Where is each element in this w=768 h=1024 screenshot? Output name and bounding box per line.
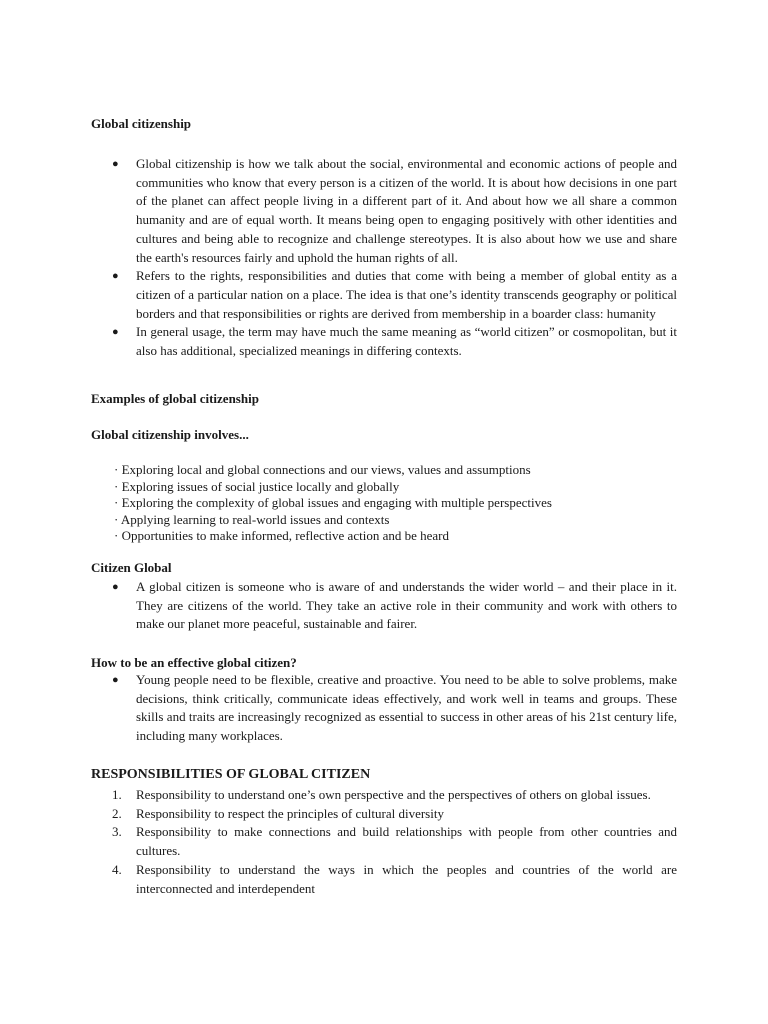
list-item: ● A global citizen is someone who is aware of and understands the wider world – and their place in it. They are citizens of the world. They take an active role in their community and work with others to make our planet more peaceful, sustainable and fairer. [112,579,677,632]
list-item: ● Refers to the rights, responsibilities and duties that come with being a member of global entity as a citizen of a particular nation on a place. The idea is that one’s identity transcends geography or political borders and that responsibilities or rights are derived from membership in a boarder class: humanity [112,268,677,321]
effective-citizen-bullets [112,671,677,746]
bullet-icon: ● [112,326,119,339]
list-number: 3. [112,824,122,840]
list-item: ● Global citizenship is how we talk about the social, environmental and economic actions of people and communities who know that every person is a citizen of the world. It is about how decisions in one part of the planet can affect people living in a different part of it. And about how we all share a common humanity and are of equal worth. It means being open to engaging positively with other identities and cultures and being able to recognize and challenge stereotypes. It is also about how we use and share the earth's resources fairly and uphold the human rights of all. [112,156,677,265]
heading-responsibilities: RESPONSIBILITIES OF GLOBAL CITIZEN [91,767,371,782]
list-item: 4. Responsibility to understand the ways in which the peoples and countries of the world are interconnected and interdependent [112,861,677,896]
heading-citizen-global: Citizen Global [91,560,172,575]
bullet-icon: ● [112,270,119,283]
citizen-global-bullets [112,578,677,634]
bullet-icon: ● [112,158,119,170]
list-item: · Exploring local and global connections and our views, values and assumptions [114,462,531,477]
list-number: 2. [112,805,122,821]
list-number: 1. [112,787,122,802]
list-item: ● In general usage, the term may have much the same meaning as “world citizen” or cosmopolitan, but it also has additional, specialized meanings in differing contexts. [112,324,677,359]
involves-list [114,462,552,545]
heading-involves: Global citizenship involves... [91,427,249,442]
heading-effective-citizen: How to be an effective global citizen? [91,655,297,670]
list-item: · Exploring the complexity of global issues and engaging with multiple perspectives [114,495,552,511]
list-item: 3. Responsibility to make connections and build relationships with people from other countries and cultures. [112,824,677,859]
heading-examples: Examples of global citizenship [91,391,259,406]
list-item: ● Young people need to be flexible, creative and proactive. You need to be able to solve problems, make decisions, think critically, communicate ideas effectively, and work well in teams and groups. These skills and traits are increasingly recognized as essential to success in other areas of his 21st century life, including many workplaces. [112,672,677,744]
list-item: · Applying learning to real-world issues and contexts [114,511,390,527]
bullet-icon: ● [112,581,119,593]
global-citizenship-bullets [112,155,677,361]
heading-global-citizenship: Global citizenship [91,116,192,131]
bullet-icon: ● [112,674,119,686]
list-item: · Opportunities to make informed, reflective action and be heard [114,528,449,544]
list-item: 1. Responsibility to understand one’s own perspective and the perspectives of others on global issues. [112,786,677,805]
list-item: · Exploring issues of social justice locally and globally [114,478,400,494]
list-item: 2. Responsibility to respect the principles of cultural diversity [112,805,677,824]
responsibilities-list [112,786,677,898]
list-number: 4. [112,861,122,877]
